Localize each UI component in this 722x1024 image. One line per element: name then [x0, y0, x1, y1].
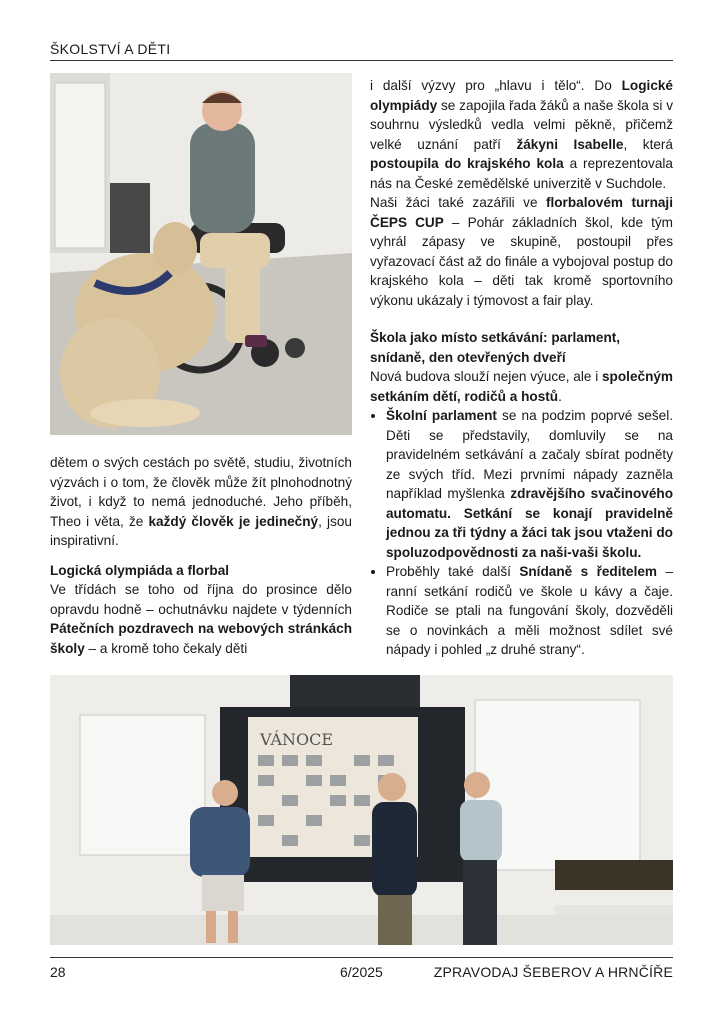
- left-column: [50, 453, 352, 658]
- right-paragraph-1: i další výzvy pro „hlavu i tělo“. Do Logické olympiády se zapojila řada žáků a naše škola si v souhrnu výsledků vedla velmi pěkně, přičemž velké uznání patří žákyni Isabelle, která postoupila do krajského kola a reprezentovala nás na České zemědělské univerzitě v Suchdole.: [370, 78, 673, 191]
- publication-name: ZPRAVODAJ ŠEBEROV A HRNČÍŘE: [433, 964, 673, 980]
- poster-title: VÁNOCE: [260, 730, 334, 749]
- subheading-logic-olympiad: Logická olympiáda a florbal: [50, 562, 230, 578]
- right-paragraph-2: Naši žáci také zazářili ve florbalovém turnaji ČEPS CUP – Pohár základních škol, kde tým vyhrál zápasy ve skupině, postoupil přes vyřazovací část až do finále a vybojoval postup do krajského kola – děti tak kromě sportovního výkonu ukázaly i týmovost a fair play.: [370, 195, 674, 308]
- section-header: ŠKOLSTVÍ A DĚTI: [50, 41, 673, 61]
- photo-classroom-illustration: [50, 675, 673, 945]
- bullet-student-parliament: • Školní parlament se na podzim poprvé sešel. Děti se představily, domluvily se na pravidelném setkávání a začaly sbírat podněty ze svých tříd. Mezi prvními nápady zazněla například myšlenka zdravějšího svačinového automatu. Setkání se konají pravidelně jednou za tři týdny a žáci tak jsou vtaženi do spoluzodpovědnosti za naši-vaši školu.: [386, 406, 673, 562]
- right-column: [370, 76, 673, 660]
- photo-wheelchair-illustration: [50, 73, 352, 435]
- bullet-breakfast-with-director: • Proběhly také další Snídaně s ředitelem – ranní setkání rodičů ve škole u kávy a čaje. Rodiče se ptali na fungování školy, dozvěděli se o novinkách a měli možnost sdílet své nápady i pohled „z druhé strany“.: [386, 562, 673, 660]
- page-number: 28: [50, 964, 66, 980]
- photo-students-presenting-poster: [50, 675, 673, 945]
- bullet-list: [370, 406, 673, 660]
- right-paragraph-3: Nová budova slouží nejen výuce, ale i společným setkáním dětí, rodičů a hostů.: [370, 369, 674, 404]
- issue-number: 6/2025: [340, 964, 383, 980]
- subheading-school-meeting-place: Škola jako místo setkávání: parlament, snídaně, den otevřených dveří: [370, 330, 621, 365]
- page-footer: [50, 957, 673, 980]
- photo-wheelchair-visitor-with-dog: [50, 73, 352, 435]
- left-paragraph-1: dětem o svých cestách po světě, studiu, životních výzvách i o tom, že člověk může žít plnohodnotný život, i když to nemá jednoduché. Jeho příběh, Theo i věta, že každý člověk je jedinečný, jsou inspirativní.: [50, 455, 352, 548]
- left-paragraph-2: Ve třídách se toho od října do prosince dělo opravdu hodně – ochutnávku najdete v týdenních Pátečních pozdravech na webových stránkách školy – a kromě toho čekaly děti: [50, 582, 352, 656]
